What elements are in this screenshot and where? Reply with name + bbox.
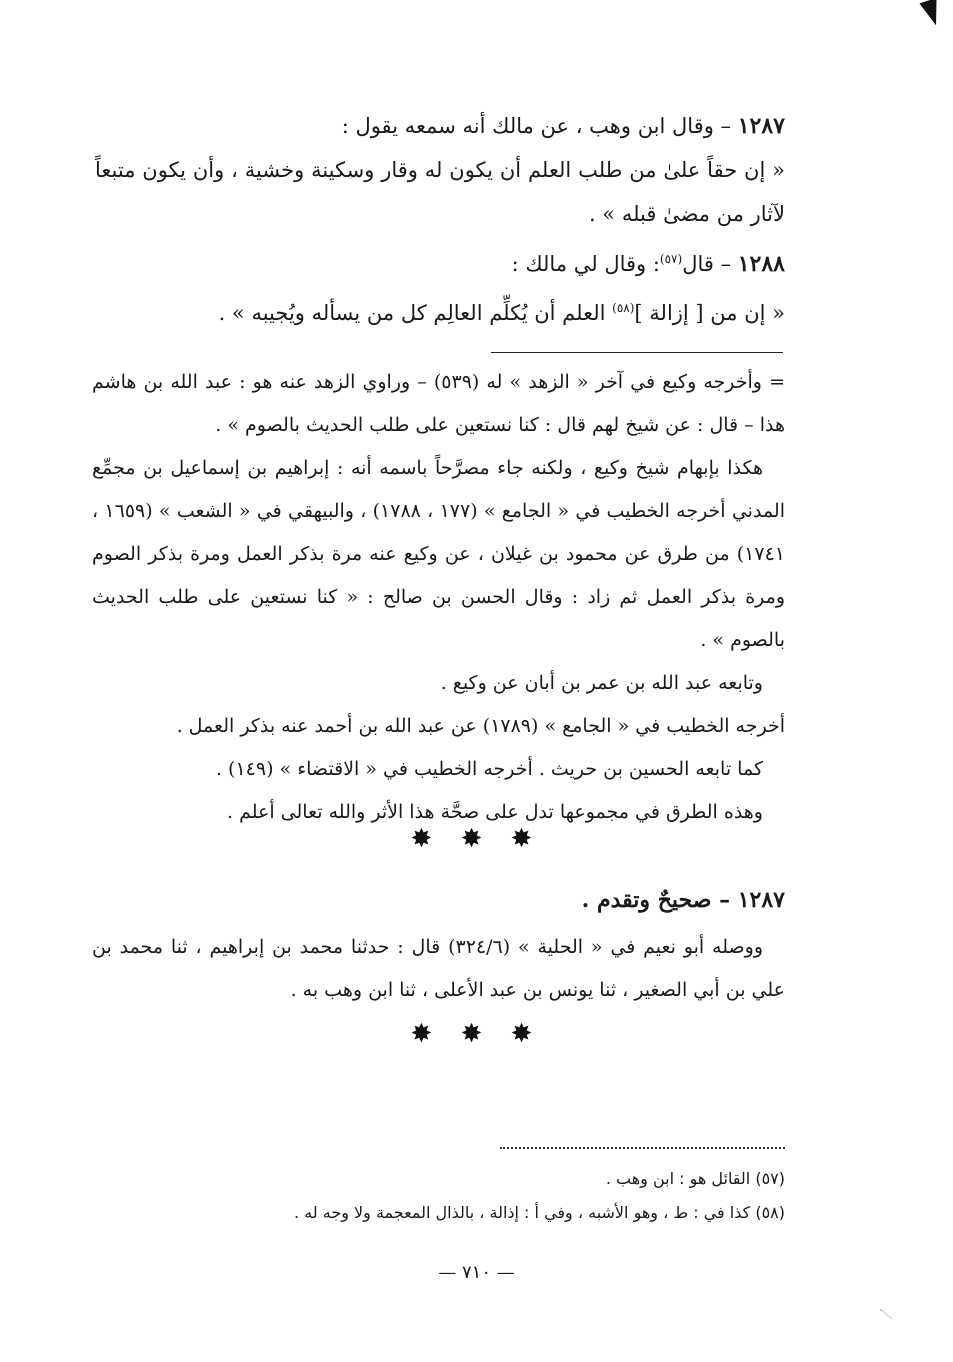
entry-1287-quote: « إن حقاً علىٰ من طلب العلم أن يكون له وقار وسكينة وخشية ، وأن يكون متبعاً لآثار من مضىٰ قبله » . bbox=[95, 158, 785, 226]
footnote-57: (٥٧) القائل هو : ابن وهب . bbox=[605, 1169, 785, 1188]
quote-text: « إن من [ إزالة ] bbox=[634, 301, 785, 325]
footnotes-divider bbox=[500, 1147, 785, 1149]
scan-speck bbox=[872, 1309, 891, 1328]
grading-heading bbox=[95, 878, 785, 922]
note-paragraph: وتابعه عبد الله بن عمر بن أبان عن وكيع . bbox=[440, 672, 763, 694]
grading-body bbox=[92, 926, 785, 1012]
grading-verdict: – صحيحٌ وتقدم . bbox=[581, 887, 738, 913]
notes-divider bbox=[491, 352, 783, 353]
note-paragraph: أخرجه الخطيب في « الجامع » (١٧٨٩) عن عبد الله بن أحمد عنه بذكر العمل . bbox=[176, 715, 785, 737]
grading-paragraph: ووصله أبو نعيم في « الحلية » (٣٢٤/٦) قال : حدثنا محمد بن إبراهيم ، ثنا محمد بن علي بن أبي الصغير ، ثنا يونس بن عبد الأعلى ، ثنا ابن وهب به . bbox=[92, 936, 785, 1001]
footnote-ref-58[interactable]: (٥٨) bbox=[612, 301, 635, 315]
entry-1288 bbox=[95, 237, 785, 335]
note-paragraph: كما تابعه الحسين بن حريث . أخرجه الخطيب في « الاقتضاء » (١٤٩) . bbox=[215, 758, 763, 780]
footnote-ref-57[interactable]: (٥٧) bbox=[659, 252, 683, 266]
entry-number: ١٢٨٨ bbox=[737, 251, 785, 277]
entry-number: ١٢٨٧ bbox=[737, 113, 785, 139]
entry-intro-text: – قال bbox=[682, 252, 738, 276]
entry-1287 bbox=[95, 104, 785, 236]
note-paragraph: وهذه الطرق في مجموعها تدل على صحَّة هذا الأثر والله تعالى أعلم . bbox=[227, 801, 763, 823]
entry-intro-text-cont: : وقال لي مالك : bbox=[511, 252, 660, 276]
entry-1288-intro bbox=[95, 237, 785, 286]
page-number: — ٧١٠ — bbox=[438, 1262, 515, 1283]
footnotes bbox=[150, 1162, 785, 1230]
section-separator: ✸ ✸ ✸ bbox=[410, 1019, 543, 1049]
note-paragraph: = وأخرجه وكيع في آخر « الزهد » له (٥٣٩) – وراوي الزهد عنه هو : عبد الله بن هاشم هذا – قال : عن شيخ لهم قال : كنا نستعين على طلب الحديث بالصوم » . bbox=[92, 371, 785, 436]
entry-intro-text: – وقال ابن وهب ، عن مالك أنه سمعه يقول : bbox=[341, 114, 738, 138]
entry-1287-intro bbox=[95, 104, 785, 148]
section-separator: ✸ ✸ ✸ bbox=[410, 824, 543, 854]
entry-1288-quote bbox=[95, 286, 785, 335]
footnote-58: (٥٨) كذا في : ط ، وهو الأشبه ، وفي أ : إذالة ، بالذال المعجمة ولا وجه له . bbox=[294, 1203, 785, 1222]
note-paragraph: هكذا بإبهام شيخ وكيع ، ولكنه جاء مصرَّحاً باسمه أنه : إبراهيم بن إسماعيل بن مجمِّع المدني أخرجه الخطيب في « الجامع » (١٧٧ ، ١٧٨٨) ، والبيهقي في « الشعب » (١٦٥٩ ، ١٧٤١) من طرق عن محمود بن غيلان ، عن وكيع عنه مرة بذكر العمل ومرة بذكر الصوم ومرة بذكر العمل ثم زاد : وقال الحسن بن صالح : « كنا نستعين على طلب الحديث بالصوم » . bbox=[92, 457, 785, 651]
quote-text-cont: العلم أن يُكلِّم العالِم كل من يسأله ويُجيبه » . bbox=[218, 301, 613, 325]
corner-marker bbox=[919, 0, 944, 28]
grading-section bbox=[95, 878, 785, 922]
grading-number: ١٢٨٧ bbox=[737, 887, 785, 913]
editor-notes bbox=[92, 361, 785, 834]
